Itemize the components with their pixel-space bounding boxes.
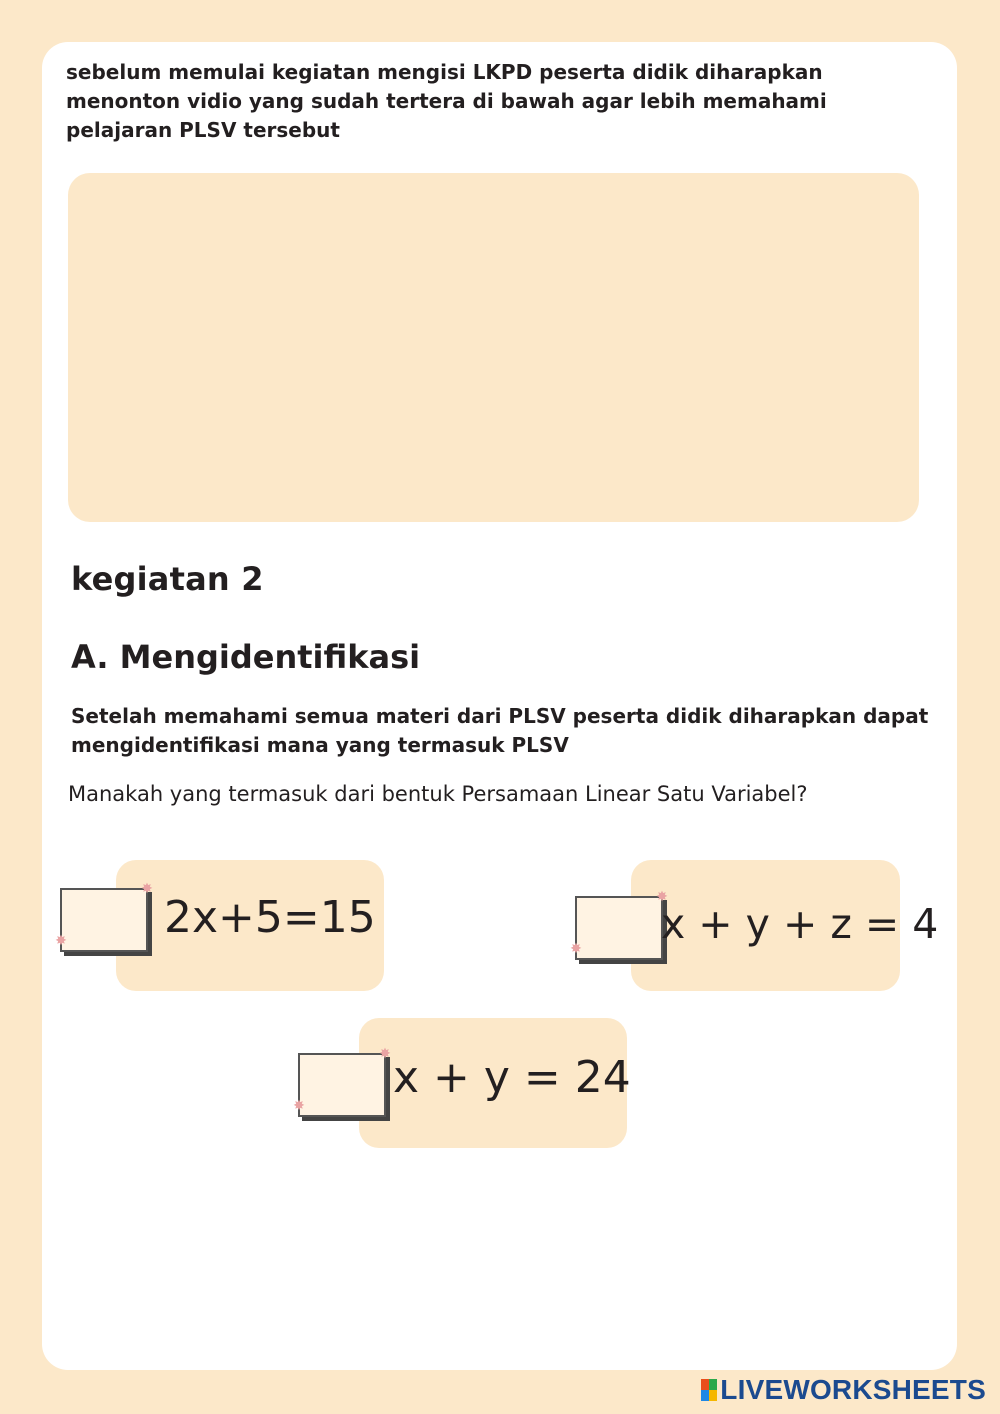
option-2-checkbox[interactable] — [570, 889, 668, 960]
video-placeholder[interactable] — [68, 173, 919, 522]
liveworksheets-logo-icon — [701, 1379, 717, 1401]
option-3-equation: x + y = 24 — [393, 1052, 631, 1103]
section-title: A. Mengidentifikasi — [71, 638, 421, 676]
option-3-checkbox[interactable] — [293, 1046, 391, 1117]
option-1-equation: 2x+5=15 — [164, 892, 376, 943]
sparkle-icon: ✸ — [570, 941, 582, 957]
sparkle-icon: ✸ — [293, 1098, 305, 1114]
sparkle-icon: ✸ — [379, 1046, 391, 1062]
sparkle-icon: ✸ — [141, 881, 153, 897]
question-text: Manakah yang termasuk dari bentuk Persamaan Linear Satu Variabel? — [68, 782, 808, 806]
logo-text: LIVEWORKSHEETS — [720, 1374, 986, 1405]
instruction-text: Setelah memahami semua materi dari PLSV peserta didik diharapkan dapat mengidentifikasi mana yang termasuk PLSV — [71, 704, 929, 757]
sparkle-icon: ✸ — [55, 933, 67, 949]
sparkle-icon: ✸ — [656, 889, 668, 905]
option-1-checkbox[interactable] — [55, 881, 153, 952]
liveworksheets-logo[interactable] — [701, 1374, 986, 1406]
option-2-equation: x + y + z = 4 — [661, 900, 939, 948]
activity-title: kegiatan 2 — [71, 560, 264, 598]
intro-text: sebelum memulai kegiatan mengisi LKPD peserta didik diharapkan menonton vidio yang sudah tertera di bawah agar lebih memahami pelajaran PLSV tersebut — [66, 60, 827, 142]
